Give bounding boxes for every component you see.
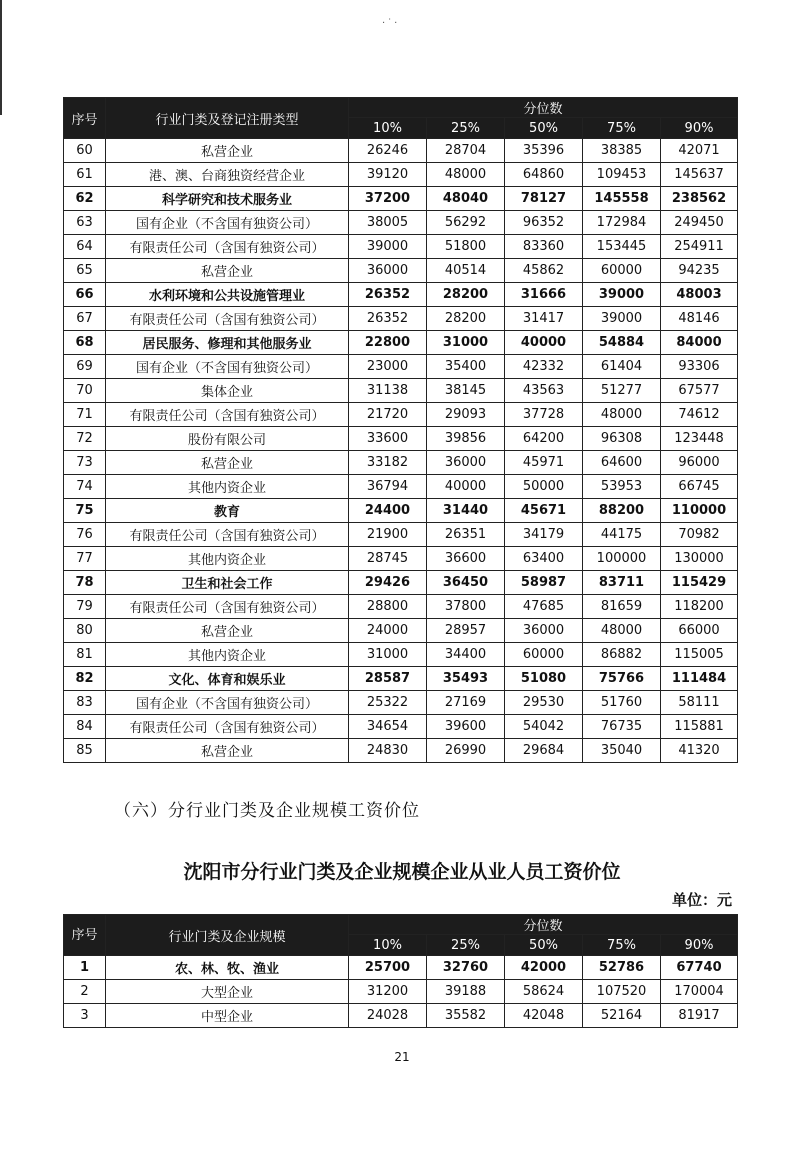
row-value: 94235: [661, 259, 738, 283]
row-number: 69: [64, 355, 106, 379]
row-category: 居民服务、修理和其他服务业: [106, 331, 349, 355]
table-row: [64, 259, 738, 283]
table-row: [64, 619, 738, 643]
row-value: 41320: [661, 739, 738, 763]
row-value: 60000: [583, 259, 661, 283]
row-value: 35400: [427, 355, 505, 379]
row-value: 33182: [349, 451, 427, 475]
row-value: 249450: [661, 211, 738, 235]
row-value: 28800: [349, 595, 427, 619]
row-value: 36794: [349, 475, 427, 499]
row-value: 27169: [427, 691, 505, 715]
column-group-percentile: 分位数: [349, 915, 738, 935]
row-value: 23000: [349, 355, 427, 379]
row-value: 42000: [505, 956, 583, 980]
row-value: 52164: [583, 1004, 661, 1028]
wage-percentile-table-by-size: [63, 914, 738, 1028]
row-value: 70982: [661, 523, 738, 547]
row-category: 教育: [106, 499, 349, 523]
row-value: 42332: [505, 355, 583, 379]
row-value: 76735: [583, 715, 661, 739]
row-value: 45862: [505, 259, 583, 283]
scan-dots: ·˙·: [382, 18, 400, 29]
column-header-p10: 10%: [349, 935, 427, 956]
row-number: 76: [64, 523, 106, 547]
row-category: 私营企业: [106, 451, 349, 475]
row-value: 48000: [583, 403, 661, 427]
row-number: 80: [64, 619, 106, 643]
row-value: 31666: [505, 283, 583, 307]
column-header-no: 序号: [64, 915, 106, 956]
table-row: [64, 283, 738, 307]
row-category: 有限责任公司（含国有独资公司）: [106, 307, 349, 331]
row-value: 35582: [427, 1004, 505, 1028]
row-value: 145558: [583, 187, 661, 211]
column-header-p25: 25%: [427, 118, 505, 139]
row-value: 36000: [349, 259, 427, 283]
row-category: 大型企业: [106, 980, 349, 1004]
row-value: 38145: [427, 379, 505, 403]
table-row: [64, 307, 738, 331]
column-group-percentile: 分位数: [349, 98, 738, 118]
row-category: 有限责任公司（含国有独资公司）: [106, 523, 349, 547]
row-category: 其他内资企业: [106, 643, 349, 667]
row-value: 36000: [505, 619, 583, 643]
row-number: 2: [64, 980, 106, 1004]
row-value: 170004: [661, 980, 738, 1004]
row-category: 科学研究和技术服务业: [106, 187, 349, 211]
table-row: [64, 691, 738, 715]
row-value: 31000: [349, 643, 427, 667]
row-value: 29093: [427, 403, 505, 427]
row-category: 文化、体育和娱乐业: [106, 667, 349, 691]
row-value: 100000: [583, 547, 661, 571]
table-row: [64, 355, 738, 379]
row-value: 26990: [427, 739, 505, 763]
row-value: 39000: [349, 235, 427, 259]
row-value: 42048: [505, 1004, 583, 1028]
row-value: 32760: [427, 956, 505, 980]
row-value: 37728: [505, 403, 583, 427]
row-category: 有限责任公司（含国有独资公司）: [106, 235, 349, 259]
row-number: 68: [64, 331, 106, 355]
row-value: 35040: [583, 739, 661, 763]
row-number: 1: [64, 956, 106, 980]
table-row: [64, 427, 738, 451]
row-value: 75766: [583, 667, 661, 691]
row-value: 22800: [349, 331, 427, 355]
row-value: 24400: [349, 499, 427, 523]
row-value: 83360: [505, 235, 583, 259]
row-value: 51800: [427, 235, 505, 259]
column-header-p75: 75%: [583, 935, 661, 956]
row-value: 25700: [349, 956, 427, 980]
row-category: 有限责任公司（含国有独资公司）: [106, 403, 349, 427]
row-value: 37200: [349, 187, 427, 211]
table-row: [64, 547, 738, 571]
row-value: 35493: [427, 667, 505, 691]
table-row: [64, 499, 738, 523]
row-value: 40000: [427, 475, 505, 499]
row-value: 64860: [505, 163, 583, 187]
row-value: 35396: [505, 139, 583, 163]
row-value: 109453: [583, 163, 661, 187]
row-value: 81917: [661, 1004, 738, 1028]
row-number: 73: [64, 451, 106, 475]
table-row: [64, 187, 738, 211]
row-category: 港、澳、台商独资经营企业: [106, 163, 349, 187]
row-value: 123448: [661, 427, 738, 451]
row-value: 28587: [349, 667, 427, 691]
row-category: 水利环境和公共设施管理业: [106, 283, 349, 307]
row-number: 63: [64, 211, 106, 235]
table-row: [64, 739, 738, 763]
table-row: [64, 211, 738, 235]
row-value: 45971: [505, 451, 583, 475]
row-value: 67577: [661, 379, 738, 403]
table-row: [64, 980, 738, 1004]
row-value: 54884: [583, 331, 661, 355]
row-value: 39120: [349, 163, 427, 187]
wage-percentile-table-by-registration: [63, 97, 738, 763]
row-value: 40514: [427, 259, 505, 283]
column-header-p90: 90%: [661, 118, 738, 139]
row-value: 96352: [505, 211, 583, 235]
row-value: 50000: [505, 475, 583, 499]
row-value: 83711: [583, 571, 661, 595]
table-row: [64, 571, 738, 595]
row-value: 34179: [505, 523, 583, 547]
row-category: 私营企业: [106, 739, 349, 763]
row-value: 39188: [427, 980, 505, 1004]
row-category: 农、林、牧、渔业: [106, 956, 349, 980]
column-header-name: 行业门类及企业规模: [106, 915, 349, 956]
row-value: 51760: [583, 691, 661, 715]
row-value: 48000: [583, 619, 661, 643]
column-header-p90: 90%: [661, 935, 738, 956]
row-value: 43563: [505, 379, 583, 403]
column-header-p25: 25%: [427, 935, 505, 956]
section-heading: （六）分行业门类及企业规模工资价位: [114, 801, 420, 821]
row-value: 33600: [349, 427, 427, 451]
row-value: 38005: [349, 211, 427, 235]
table-row: [64, 1004, 738, 1028]
row-value: 38385: [583, 139, 661, 163]
row-value: 31440: [427, 499, 505, 523]
row-value: 51277: [583, 379, 661, 403]
row-number: 85: [64, 739, 106, 763]
column-header-p75: 75%: [583, 118, 661, 139]
row-value: 36600: [427, 547, 505, 571]
row-number: 83: [64, 691, 106, 715]
row-value: 28200: [427, 283, 505, 307]
column-header-p50: 50%: [505, 935, 583, 956]
row-value: 254911: [661, 235, 738, 259]
row-value: 42071: [661, 139, 738, 163]
row-value: 58987: [505, 571, 583, 595]
row-value: 40000: [505, 331, 583, 355]
row-value: 58111: [661, 691, 738, 715]
row-value: 48040: [427, 187, 505, 211]
column-header-p50: 50%: [505, 118, 583, 139]
row-value: 64600: [583, 451, 661, 475]
row-value: 52786: [583, 956, 661, 980]
row-value: 110000: [661, 499, 738, 523]
row-value: 24028: [349, 1004, 427, 1028]
row-value: 34654: [349, 715, 427, 739]
row-number: 62: [64, 187, 106, 211]
unit-label: 单位：元: [671, 891, 732, 909]
row-number: 77: [64, 547, 106, 571]
row-value: 84000: [661, 331, 738, 355]
row-value: 39856: [427, 427, 505, 451]
row-value: 39000: [583, 283, 661, 307]
row-value: 28704: [427, 139, 505, 163]
row-value: 67740: [661, 956, 738, 980]
row-number: 82: [64, 667, 106, 691]
column-header-no: 序号: [64, 98, 106, 139]
row-value: 48003: [661, 283, 738, 307]
row-value: 86882: [583, 643, 661, 667]
row-value: 58624: [505, 980, 583, 1004]
row-value: 66745: [661, 475, 738, 499]
row-value: 54042: [505, 715, 583, 739]
page-number: 21: [394, 1050, 410, 1064]
row-category: 集体企业: [106, 379, 349, 403]
table-row: [64, 715, 738, 739]
table-row: [64, 956, 738, 980]
row-value: 61404: [583, 355, 661, 379]
row-number: 70: [64, 379, 106, 403]
table-row: [64, 475, 738, 499]
row-value: 172984: [583, 211, 661, 235]
row-value: 115429: [661, 571, 738, 595]
row-number: 64: [64, 235, 106, 259]
row-value: 66000: [661, 619, 738, 643]
row-value: 48000: [427, 163, 505, 187]
table-row: [64, 667, 738, 691]
row-value: 31000: [427, 331, 505, 355]
row-value: 28200: [427, 307, 505, 331]
row-value: 111484: [661, 667, 738, 691]
row-category: 私营企业: [106, 259, 349, 283]
row-value: 63400: [505, 547, 583, 571]
row-value: 26351: [427, 523, 505, 547]
row-value: 115881: [661, 715, 738, 739]
row-number: 79: [64, 595, 106, 619]
row-number: 78: [64, 571, 106, 595]
column-header-name: 行业门类及登记注册类型: [106, 98, 349, 139]
row-category: 国有企业（不含国有独资公司）: [106, 211, 349, 235]
row-category: 有限责任公司（含国有独资公司）: [106, 595, 349, 619]
row-value: 96000: [661, 451, 738, 475]
row-value: 107520: [583, 980, 661, 1004]
row-number: 72: [64, 427, 106, 451]
row-category: 私营企业: [106, 619, 349, 643]
row-value: 39000: [583, 307, 661, 331]
row-value: 78127: [505, 187, 583, 211]
table-title: 沈阳市分行业门类及企业规模企业从业人员工资价位: [183, 861, 621, 883]
row-value: 44175: [583, 523, 661, 547]
row-category: 中型企业: [106, 1004, 349, 1028]
table-row: [64, 331, 738, 355]
row-value: 51080: [505, 667, 583, 691]
row-value: 21720: [349, 403, 427, 427]
row-value: 24830: [349, 739, 427, 763]
row-value: 37800: [427, 595, 505, 619]
row-value: 56292: [427, 211, 505, 235]
row-value: 115005: [661, 643, 738, 667]
row-number: 65: [64, 259, 106, 283]
table-row: [64, 163, 738, 187]
row-number: 3: [64, 1004, 106, 1028]
row-number: 66: [64, 283, 106, 307]
row-number: 60: [64, 139, 106, 163]
row-value: 31200: [349, 980, 427, 1004]
table-row: [64, 451, 738, 475]
table-row: [64, 403, 738, 427]
row-value: 48146: [661, 307, 738, 331]
page-edge-mark: [0, 0, 2, 115]
row-category: 其他内资企业: [106, 475, 349, 499]
table-row: [64, 235, 738, 259]
table-row: [64, 643, 738, 667]
row-value: 238562: [661, 187, 738, 211]
row-value: 36000: [427, 451, 505, 475]
row-value: 31138: [349, 379, 427, 403]
row-value: 34400: [427, 643, 505, 667]
row-category: 股份有限公司: [106, 427, 349, 451]
row-value: 130000: [661, 547, 738, 571]
row-number: 75: [64, 499, 106, 523]
row-value: 153445: [583, 235, 661, 259]
row-value: 26246: [349, 139, 427, 163]
row-value: 93306: [661, 355, 738, 379]
row-value: 96308: [583, 427, 661, 451]
row-value: 26352: [349, 283, 427, 307]
row-category: 国有企业（不含国有独资公司）: [106, 355, 349, 379]
row-number: 74: [64, 475, 106, 499]
row-value: 26352: [349, 307, 427, 331]
row-value: 145637: [661, 163, 738, 187]
row-category: 卫生和社会工作: [106, 571, 349, 595]
row-value: 21900: [349, 523, 427, 547]
row-value: 81659: [583, 595, 661, 619]
row-value: 29426: [349, 571, 427, 595]
row-number: 84: [64, 715, 106, 739]
row-number: 71: [64, 403, 106, 427]
table-row: [64, 595, 738, 619]
row-value: 45671: [505, 499, 583, 523]
row-value: 88200: [583, 499, 661, 523]
table-row: [64, 139, 738, 163]
row-value: 39600: [427, 715, 505, 739]
row-value: 36450: [427, 571, 505, 595]
row-value: 47685: [505, 595, 583, 619]
row-category: 其他内资企业: [106, 547, 349, 571]
row-number: 81: [64, 643, 106, 667]
row-value: 64200: [505, 427, 583, 451]
row-category: 私营企业: [106, 139, 349, 163]
row-value: 53953: [583, 475, 661, 499]
row-value: 24000: [349, 619, 427, 643]
row-category: 国有企业（不含国有独资公司）: [106, 691, 349, 715]
table-row: [64, 379, 738, 403]
row-category: 有限责任公司（含国有独资公司）: [106, 715, 349, 739]
row-value: 60000: [505, 643, 583, 667]
table-row: [64, 523, 738, 547]
column-header-p10: 10%: [349, 118, 427, 139]
row-value: 74612: [661, 403, 738, 427]
row-value: 28957: [427, 619, 505, 643]
row-value: 28745: [349, 547, 427, 571]
row-value: 29530: [505, 691, 583, 715]
row-value: 25322: [349, 691, 427, 715]
row-value: 29684: [505, 739, 583, 763]
row-number: 61: [64, 163, 106, 187]
row-value: 118200: [661, 595, 738, 619]
row-value: 31417: [505, 307, 583, 331]
row-number: 67: [64, 307, 106, 331]
